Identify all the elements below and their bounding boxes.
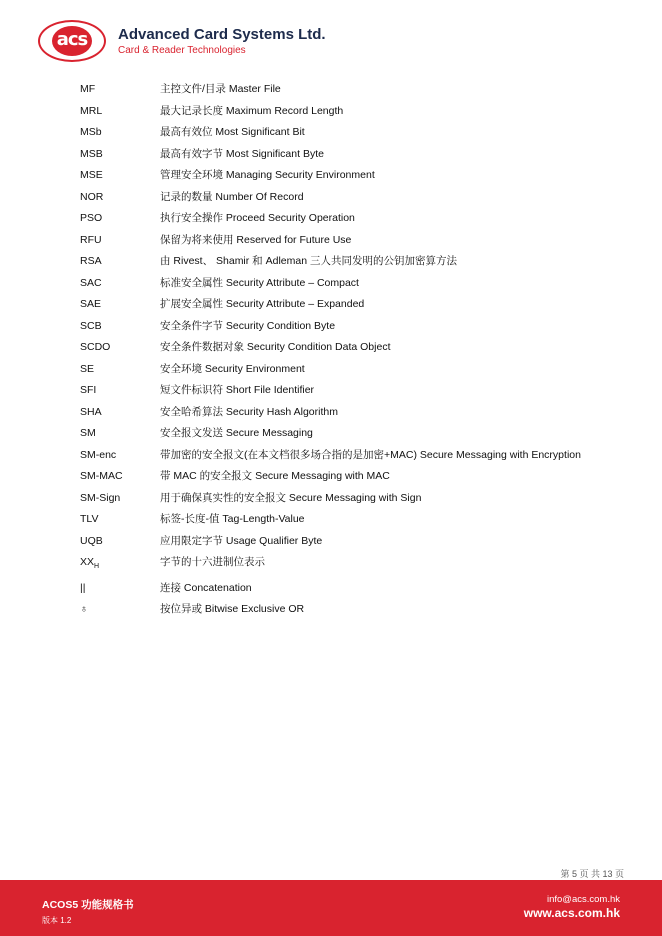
abbreviation-term bbox=[80, 104, 160, 119]
abbreviation-row bbox=[80, 602, 584, 617]
abbreviation-term bbox=[80, 319, 160, 334]
abbreviation-description: 按位异或 Bitwise Exclusive OR bbox=[160, 603, 305, 616]
abbreviation-term bbox=[80, 190, 160, 205]
abbreviation-term bbox=[80, 491, 160, 506]
abbreviation-term-text: RFU bbox=[80, 233, 102, 246]
abbreviation-term-text: SHA bbox=[80, 405, 102, 418]
abbreviation-description: 由 Rivest、 Shamir 和 Adleman 三人共同发明的公钥加密算方法 bbox=[160, 255, 457, 267]
abbreviation-description: 连接 Concatenation bbox=[160, 581, 252, 594]
abbreviation-term bbox=[80, 383, 160, 398]
abbreviation-description: 带加密的安全报文(在本文档很多场合指的是加密+MAC) Secure Messaging with Encryption bbox=[160, 448, 581, 461]
abbreviation-row bbox=[80, 405, 584, 420]
abbreviation-description: 扩展安全属性 Security Attribute – Expanded bbox=[160, 298, 365, 310]
abbreviation-description: 管理安全环境 Managing Security Environment bbox=[160, 169, 375, 181]
abbreviation-term bbox=[80, 340, 160, 355]
abbreviation-term bbox=[80, 448, 160, 463]
abbreviation-description: 最高有效字节 Most Significant Byte bbox=[160, 147, 324, 160]
abbreviation-term-text: SM bbox=[80, 427, 96, 439]
abbreviation-description: 标准安全属性 Security Attribute – Compact bbox=[160, 276, 359, 289]
abbreviation-row bbox=[80, 448, 584, 463]
abbreviation-term-text: SCB bbox=[80, 319, 102, 332]
abbreviation-term-text: NOR bbox=[80, 190, 104, 203]
abbreviation-term bbox=[80, 405, 160, 420]
abbreviation-row bbox=[80, 512, 584, 527]
abbreviation-term-text: SM-MAC bbox=[80, 470, 123, 482]
abbreviation-description: 安全报文发送 Secure Messaging bbox=[160, 427, 313, 439]
abbreviation-term-text: SM-Sign bbox=[80, 491, 121, 504]
abbreviation-row bbox=[80, 211, 584, 226]
abbreviation-term-text: SAE bbox=[80, 298, 102, 310]
company-name: Advanced Card Systems Ltd. bbox=[118, 26, 326, 43]
abbreviation-row bbox=[80, 125, 584, 140]
abbreviation-row bbox=[80, 426, 584, 441]
abbreviation-description: 保留为将来使用 Reserved for Future Use bbox=[160, 233, 352, 246]
abbreviation-term bbox=[80, 362, 160, 377]
abbreviation-term bbox=[80, 254, 160, 269]
abbreviation-description: 记录的数量 Number Of Record bbox=[160, 190, 304, 203]
abbreviation-term bbox=[80, 276, 160, 291]
abbreviation-row bbox=[80, 534, 584, 549]
abbreviation-description: 安全哈希算法 Security Hash Algorithm bbox=[160, 405, 338, 418]
abbreviation-term bbox=[80, 125, 160, 140]
abbreviation-row bbox=[80, 233, 584, 248]
abbreviation-term-text: SM-enc bbox=[80, 448, 117, 461]
abbreviation-description: 执行安全操作 Proceed Security Operation bbox=[160, 212, 355, 224]
footer-version: 版本 1.2 bbox=[42, 916, 72, 925]
abbreviation-term-text: XX bbox=[80, 556, 95, 568]
abbreviation-term-text: SCDO bbox=[80, 341, 111, 353]
logo-mark: acs bbox=[52, 26, 92, 56]
abbreviation-row bbox=[80, 276, 584, 291]
abbreviation-row bbox=[80, 147, 584, 162]
abbreviation-description: 最大记录长度 Maximum Record Length bbox=[160, 104, 344, 117]
abbreviation-term bbox=[80, 82, 160, 97]
abbreviation-term-text: TLV bbox=[80, 513, 99, 525]
abbreviation-term-text: MSE bbox=[80, 169, 103, 181]
abbreviation-term-text: RSA bbox=[80, 255, 102, 267]
abbreviation-subscript: H bbox=[94, 563, 100, 571]
abbreviation-term-text: SFI bbox=[80, 384, 97, 396]
abbreviation-term bbox=[80, 469, 160, 484]
footer-email-link[interactable]: info@acs.com.hk bbox=[546, 894, 620, 905]
abbreviation-row bbox=[80, 340, 584, 355]
abbreviation-row bbox=[80, 491, 584, 506]
abbreviation-term-text: PSO bbox=[80, 212, 103, 224]
abbreviation-term-text: MRL bbox=[80, 104, 103, 117]
abbreviation-description: 安全环境 Security Environment bbox=[160, 362, 305, 375]
abbreviation-term bbox=[80, 426, 160, 441]
page-footer bbox=[0, 880, 662, 936]
abbreviation-term-text: MSB bbox=[80, 147, 103, 160]
abbreviation-description: 标签-长度-值 Tag-Length-Value bbox=[160, 513, 305, 525]
abbreviation-row bbox=[80, 581, 584, 596]
abbreviation-term-text: || bbox=[80, 581, 86, 594]
abbreviation-term bbox=[80, 555, 160, 574]
abbreviation-row bbox=[80, 254, 584, 269]
abbreviation-term bbox=[80, 168, 160, 183]
abbreviation-term bbox=[80, 211, 160, 226]
abbreviation-term-text: ♁ bbox=[80, 603, 88, 616]
abbreviation-description: 字节的十六进制位表示 bbox=[160, 556, 265, 568]
abbreviation-row bbox=[80, 555, 584, 574]
abbreviation-term bbox=[80, 534, 160, 549]
footer-website-link[interactable]: www.acs.com.hk bbox=[523, 906, 620, 920]
abbreviation-list bbox=[80, 82, 584, 624]
abbreviation-term bbox=[80, 147, 160, 162]
abbreviation-row bbox=[80, 168, 584, 183]
page-number: 第 5 页 共 13 页 bbox=[560, 869, 624, 879]
abbreviation-row bbox=[80, 82, 584, 97]
abbreviation-term bbox=[80, 297, 160, 312]
abbreviation-description: 安全条件数据对象 Security Condition Data Object bbox=[160, 341, 391, 353]
abbreviation-term-text: MF bbox=[80, 83, 96, 95]
abbreviation-row bbox=[80, 297, 584, 312]
abbreviation-description: 用于确保真实性的安全报文 Secure Messaging with Sign bbox=[160, 491, 422, 504]
abbreviation-term-text: SE bbox=[80, 362, 95, 375]
company-logo bbox=[38, 20, 328, 66]
abbreviation-description: 最高有效位 Most Significant Bit bbox=[160, 126, 305, 138]
footer-doc-title: ACOS5 功能规格书 bbox=[42, 899, 134, 911]
abbreviation-term-text: MSb bbox=[80, 126, 102, 138]
abbreviation-term bbox=[80, 512, 160, 527]
abbreviation-term-text: SAC bbox=[80, 276, 102, 289]
abbreviation-row bbox=[80, 383, 584, 398]
abbreviation-description: 应用限定字节 Usage Qualifier Byte bbox=[160, 534, 323, 547]
abbreviation-description: 安全条件字节 Security Condition Byte bbox=[160, 319, 336, 332]
abbreviation-term-text: UQB bbox=[80, 534, 103, 547]
abbreviation-description: 短文件标识符 Short File Identifier bbox=[160, 384, 315, 396]
abbreviation-term bbox=[80, 581, 160, 596]
abbreviation-term bbox=[80, 233, 160, 248]
abbreviation-term bbox=[80, 602, 160, 617]
abbreviation-row bbox=[80, 362, 584, 377]
abbreviation-description: 主控文件/目录 Master File bbox=[160, 83, 281, 95]
abbreviation-row bbox=[80, 104, 584, 119]
abbreviation-row bbox=[80, 190, 584, 205]
company-tagline: Card & Reader Technologies bbox=[118, 45, 246, 56]
abbreviation-row bbox=[80, 319, 584, 334]
abbreviation-description: 带 MAC 的安全报文 Secure Messaging with MAC bbox=[160, 470, 390, 482]
abbreviation-row bbox=[80, 469, 584, 484]
